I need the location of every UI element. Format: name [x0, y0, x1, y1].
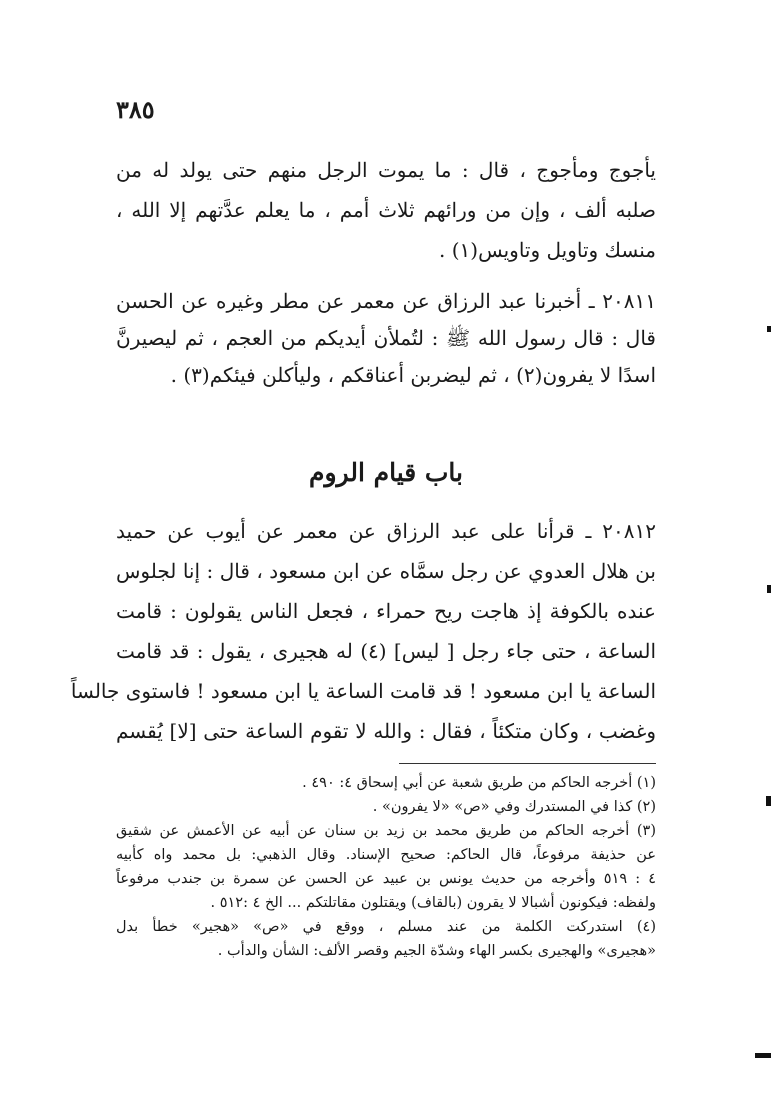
hadith-20812: [70, 519, 656, 743]
footnote-line: (٣) أخرجه الحاكم من طريق محمد بن زيد بن سنان عن أبيه عن الأعمش عن شقيق: [116, 823, 656, 839]
scan-mark: [755, 1053, 771, 1058]
text-line: اسدًا لا يفرون(٢) ، ثم ليضربن أعناقكم ، وليأكلن فيئكم(٣) .: [170, 363, 656, 387]
footnote-line: (٢) كذا في المستدرك وفي «ص» «لا يفرون» .: [372, 799, 656, 815]
footnote-line: (٤) استدركت الكلمة من عند مسلم ، ووقع في «ص» «هجير» خطأ بدل: [116, 919, 656, 935]
paragraph-continuation: [116, 160, 656, 260]
text-line: ٢٠٨١١ ـ أخبرنا عبد الرزاق عن معمر عن مطر وغيره عن الحسن: [116, 289, 656, 313]
footnote-separator: [399, 763, 656, 764]
footnote-line: عن حذيفة مرفوعاً، قال الحاكم: صحيح الإسناد. وقال الذهبي: بل محمد واه كأبيه: [116, 847, 656, 863]
text-line: الساعة يا ابن مسعود ! قد قامت الساعة يا ابن مسعود ! فاستوى جالساً: [70, 679, 656, 703]
text-line: بن هلال العدوي عن رجل سمَّاه عن ابن مسعود ، قال : إنا لجلوس: [116, 559, 656, 583]
text-line: عنده بالكوفة إذ هاجت ريح حمراء ، فجعل الناس يقولون : قامت: [116, 599, 656, 623]
text-line: يأجوج ومأجوج ، قال : ما يموت الرجل منهم حتى يولد له من: [116, 158, 656, 182]
footnotes: [116, 775, 656, 959]
footnote-line: ولفظه: فيكونون أشبالا لا يقرون (بالقاف) ويقتلون مقاتلتكم ... الخ ٤ :٥١٢ .: [210, 895, 656, 911]
text-line: ٢٠٨١٢ ـ قرأنا على عبد الرزاق عن معمر عن أيوب عن حميد: [116, 519, 656, 543]
section-heading: باب قيام الروم: [308, 458, 464, 487]
scan-mark: [767, 585, 771, 593]
page-number: ٣٨٥: [116, 95, 155, 124]
footnote-line: (١) أخرجه الحاكم من طريق شعبة عن أبي إسحاق ٤: ٤٩٠ .: [302, 775, 656, 791]
scan-mark: [767, 326, 771, 332]
text-line: قال : قال رسول الله ﷺ : لتُملأن أيديكم من العجم ، ثم ليصيرنَّ: [116, 326, 656, 350]
text-line: الساعة ، حتى جاء رجل [ ليس] (٤) له هجيرى ، يقول : قد قامت: [116, 639, 656, 663]
text-line: صلبه ألف ، وإن من ورائهم ثلاث أمم ، ما يعلم عدَّتهم إلا الله ،: [116, 198, 656, 222]
hadith-20811: [116, 291, 656, 385]
scan-mark: [766, 796, 771, 806]
footnote-line: «هجيرى» والهجيرى بكسر الهاء وشدّة الجيم وقصر الألف: الشأن والدأب .: [217, 943, 656, 959]
text-line: وغضب ، وكان متكئاً ، فقال : والله لا تقوم الساعة حتى [لا] يُقسم: [116, 719, 656, 743]
text-line: منسك وتاويل وتاويس(١) .: [439, 238, 656, 262]
footnote-line: ٤ : ٥١٩ وأخرجه من حديث يونس بن عبيد عن الحسن عن سمرة بن جندب مرفوعاً: [116, 871, 656, 887]
